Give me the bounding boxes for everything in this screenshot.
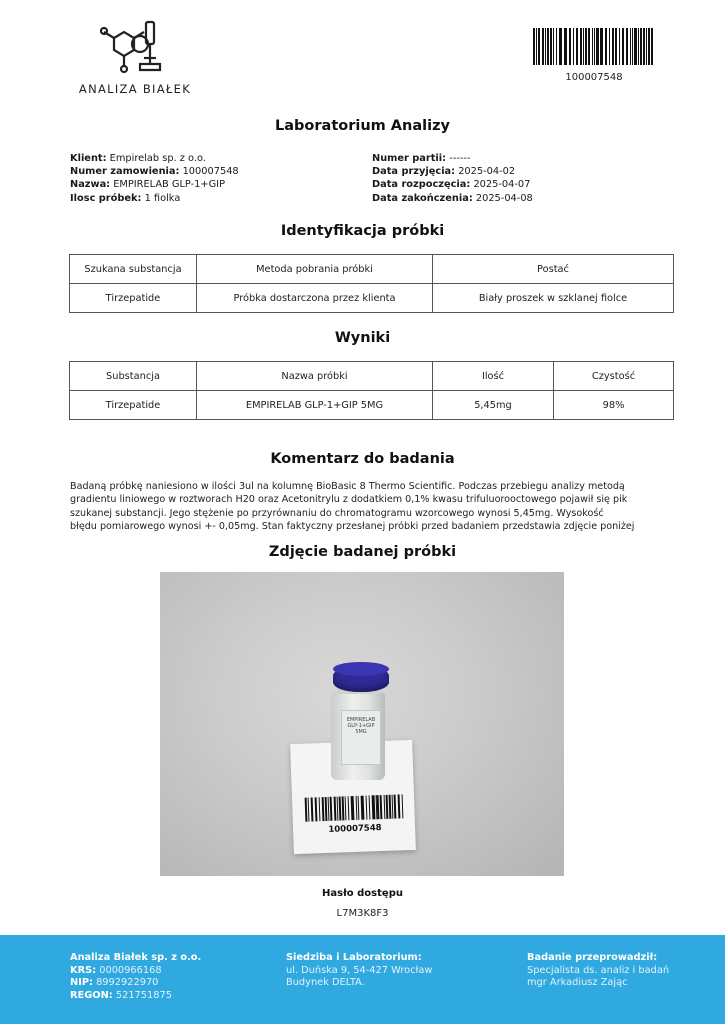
barcode-bar [600,28,601,65]
barcode-bar [569,28,571,65]
barcode-bar [612,28,614,65]
photo-barcode-number: 100007548 [328,823,382,835]
barcode-bar [542,28,544,65]
barcode-bar [361,796,364,820]
results-heading: Wyniki [334,330,391,346]
table-cell: Biały proszek w szklanej fiolce [433,284,674,313]
barcode-bar [630,28,631,65]
meta-left [70,152,239,205]
barcode-bar [594,28,596,65]
barcode-bar [638,28,639,65]
barcode-bar [380,795,383,819]
table-cell: Próbka dostarczona przez klienta [197,284,433,313]
footer-analyst: Badanie przeprowadził: Specjalista ds. analiz i badań mgr Arkadiusz Zając [527,952,670,989]
barcode-bar [626,28,628,65]
barcode-bar [619,28,620,65]
barcode-bar [583,28,584,65]
table-header-cell: Substancja [70,362,197,391]
footer-address: Siedziba i Laboratorium: ul. Duńska 9, 54-427 Wrocław Budynek DELTA. [286,952,433,989]
barcode-bar [556,28,558,65]
barcode-bar [565,28,567,65]
barcode-bar [596,28,598,65]
photo-heading: Zdjęcie badanej próbki [268,544,457,560]
meta-right [372,152,533,205]
barcode-bar [580,28,582,65]
order-barcode [533,28,655,65]
table-header-cell: Szukana substancja [70,255,197,284]
barcode-bar [547,28,549,65]
barcode-bar [564,28,565,65]
barcode-bar [651,28,653,65]
barcode-bar [402,794,404,818]
barcode-bar [314,797,317,821]
barcode-bar [615,28,617,65]
table-header-cell: Postać [433,255,674,284]
table-header-cell: Czystość [554,362,674,391]
comment-line: gradientu liniowego w roztworach H20 oraz Acetonitrylu z dodatkiem 0,1% kwasu trifuluorooctowego pojawił się pik [70,494,628,506]
meta-order: Numer zamowienia: 100007548 [70,166,239,178]
barcode-bar [311,797,313,821]
barcode-bar [588,28,590,65]
barcode-bar [538,28,540,65]
table-row [70,284,674,313]
barcode-bar [640,28,642,65]
page-title: Laboratorium Analizy [275,118,450,134]
barcode-bar [576,28,578,65]
access-value: L7M3K8F3 [336,908,389,919]
barcode-bar [347,796,349,820]
barcode-bar [351,796,354,820]
comment-text [70,480,662,533]
meta-count: Ilosc próbek: 1 fiolka [70,192,181,204]
footer-company-name: Analiza Białek sp. z o.o. [70,952,202,963]
barcode-bar [330,797,332,821]
table-cell: Tirzepatide [70,391,197,420]
vial-cap-top [333,662,389,676]
barcode-bar [345,796,347,820]
table-header-row [70,255,674,284]
table-cell: 5,45mg [433,391,554,420]
meta-client: Klient: Empirelab sp. z o.o. [70,153,206,164]
table-row [70,391,674,420]
table-header-cell: Metoda pobrania próbki [197,255,433,284]
barcode-bar [609,28,610,65]
barcode-bar [585,28,587,65]
meta-end: Data zakończenia: 2025-04-08 [372,192,533,204]
comment-line: błędu pomiarowego wynosi +- 0,05mg. Stan faktyczny przesłanej próbki przed badaniem przedstawia zdjęcie poniżej [70,520,635,532]
barcode-bar [634,28,636,65]
table-cell: EMPIRELAB GLP-1+GIP 5MG [197,391,433,420]
barcode-bar [559,28,561,65]
barcode-bar [365,796,367,820]
company-logo [70,18,200,100]
barcode-number: 100007548 [565,72,623,83]
barcode-bar [368,795,370,819]
photo-barcode [305,794,406,821]
identification-heading: Identyfikacja próbki [280,223,445,239]
barcode-bar [648,28,650,65]
table-cell: 98% [554,391,674,420]
barcode-bar [357,796,359,820]
barcode-bar [394,795,396,819]
table-header-row [70,362,674,391]
meta-name: Nazwa: EMPIRELAB GLP-1+GIP [70,179,225,191]
barcode-bar [573,28,574,65]
comment-line: szukanej substancji. Jego stężenie po przyrównaniu do chromatogramu wzorcowego wynosi 5,45mg. Wysokość [70,507,604,519]
barcode-bar [533,28,535,65]
logo-text: ANALIZA BIAŁEK [78,82,192,96]
table-header-cell: Nazwa próbki [197,362,433,391]
barcode-bar [308,798,310,822]
barcode-bar [646,28,647,65]
sample-photo [160,572,564,876]
barcode-bar [632,28,634,65]
barcode-bar [553,28,554,65]
barcode-bar [601,28,603,65]
barcode-bar [536,28,537,65]
results-table [69,361,674,420]
barcode-bar [397,794,400,818]
meta-received: Data przyjęcia: 2025-04-02 [372,166,516,178]
vial-label: EMPIRELAB GLP-1+GIP 5MG [341,710,381,765]
barcode-bar [319,797,321,821]
meta-start: Data rozpoczęcia: 2025-04-07 [372,179,531,191]
comment-line: Badaną próbkę naniesiono w ilości 3ul na kolumnę BioBasic 8 Thermo Scientific. Podczas przebiegu analizy metodą [70,481,625,492]
access-label: Hasło dostępu [322,888,403,899]
footer [0,935,725,1024]
meta-batch: Numer partii: ------ [372,153,471,164]
molecule-microscope-icon [100,18,172,78]
footer-company: Analiza Białek sp. z o.o. KRS: 0000966168 NIP: 8992922970 REGON: 521751875 [70,952,202,1001]
barcode-bar [545,28,546,65]
table-header-cell: Ilość [433,362,554,391]
table-cell: Tirzepatide [70,284,197,313]
barcode-bar [605,28,607,65]
barcode-bar [550,28,552,65]
barcode-bar [643,28,645,65]
barcode-bar [592,28,593,65]
identification-table [69,254,674,313]
comment-heading: Komentarz do badania [270,451,455,467]
barcode-bar [622,28,624,65]
